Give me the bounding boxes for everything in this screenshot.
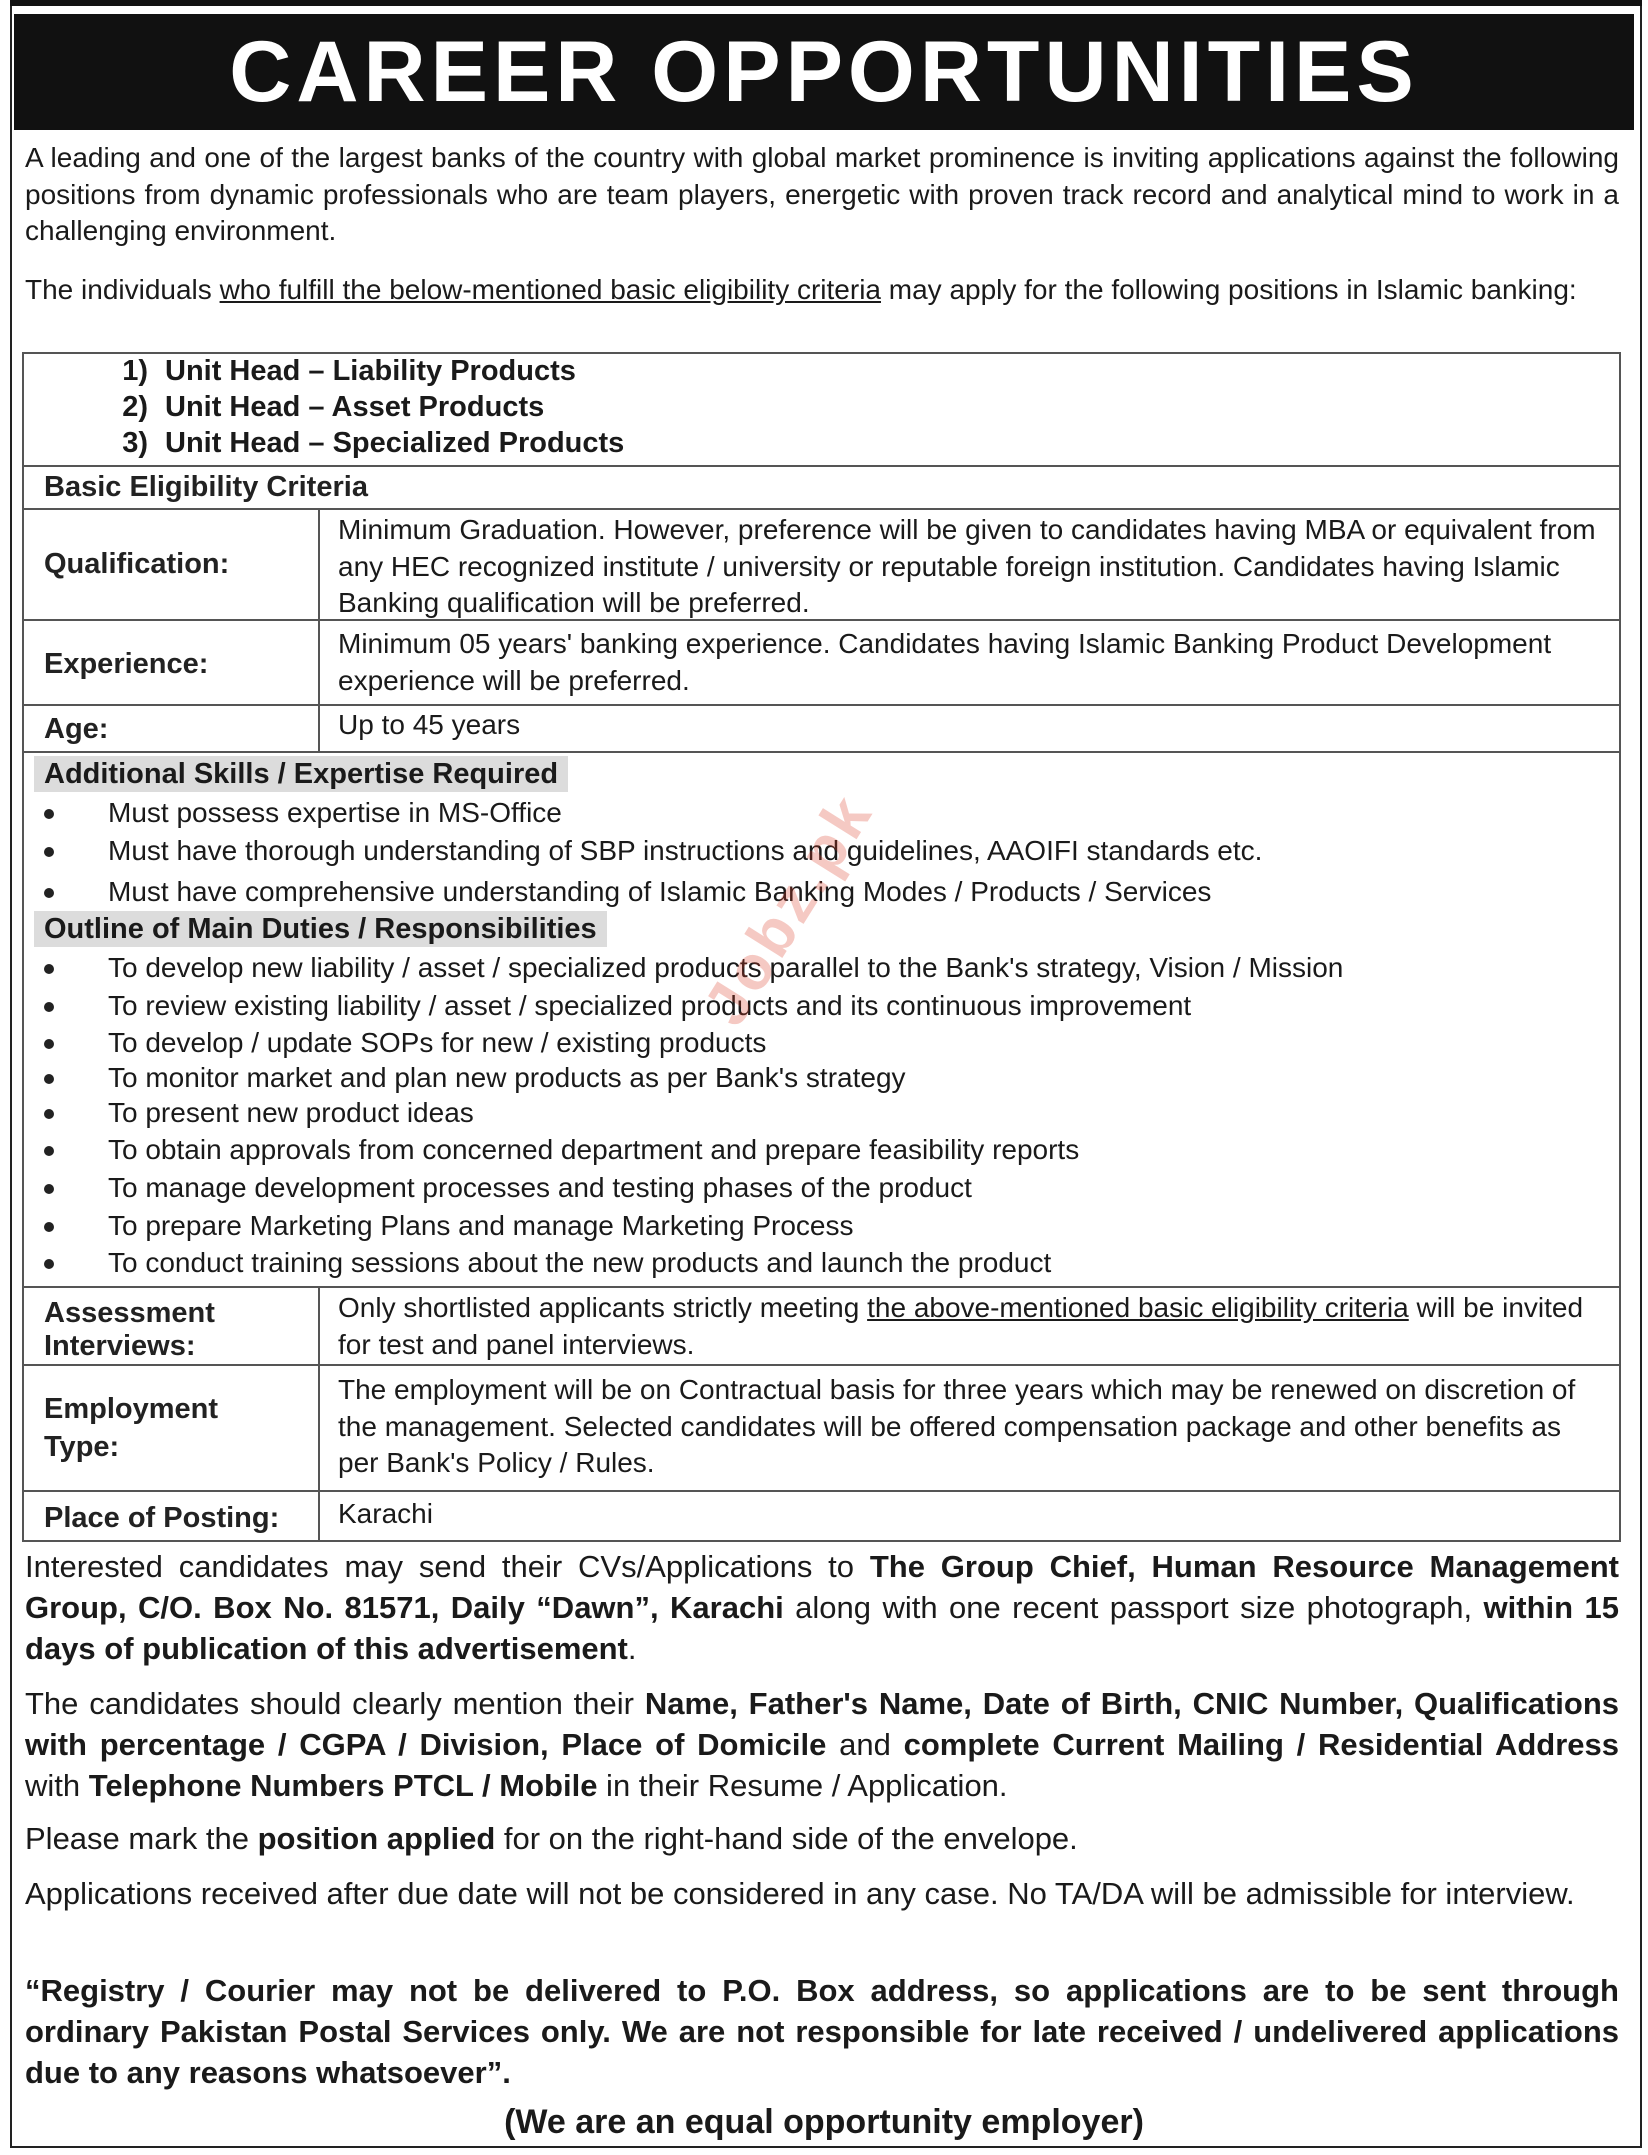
experience-value: Minimum 05 years' banking experience. Candidates having Islamic Banking Product Development experience will be preferred. <box>338 628 1552 696</box>
divider <box>22 704 1621 706</box>
employment-label: Employment Type: <box>44 1393 219 1463</box>
divider <box>22 508 1621 510</box>
registry-note: “Registry / Courier may not be delivered to P.O. Box address, so applications are to be sent through ordinary Pakistan Postal Services only. We are not responsible for late received / undelivered applications due to any reasons whatsoever”. <box>25 1973 1619 2090</box>
divider <box>22 1286 1621 1288</box>
experience-label: Experience: <box>44 648 209 680</box>
column-divider <box>318 508 320 753</box>
apply-instructions: Interested candidates may send their CVs/Applications to The Group Chief, Human Resource Management Group, C/O. Box No. 81571, Daily “Dawn”, Karachi along with one recent passport size photograph, within 15 days of publication of this advertisement. <box>25 1549 1619 1666</box>
employment-value: The employment will be on Contractual basis for three years which may be renewed on discretion of the management. Selected candidates will be offered compensation package and other benefits as per Bank's Policy / Rules. <box>338 1374 1576 1478</box>
divider <box>22 1364 1621 1366</box>
mark-instructions: Please mark the position applied for on the right-hand side of the envelope. <box>25 1821 1078 1856</box>
qualification-value: Minimum Graduation. However, preference will be given to candidates having MBA or equivalent from any HEC recognized institute / university or reputable foreign institution. Candidates having Islamic Banking qualification will be preferred. <box>338 514 1596 618</box>
intro-paragraph: A leading and one of the largest banks of the country with global market prominence is inviting applications against the following positions from dynamic professionals who are team players, energetic with proven track record and analytical mind to work in a challenging environment. <box>25 142 1619 246</box>
divider <box>22 751 1621 753</box>
eligibility-criteria-link: who fulfill the below-mentioned basic eligibility criteria <box>219 274 881 305</box>
assessment-label: Assessment Interviews: <box>44 1297 215 1362</box>
late-applications-note: Applications received after due date will not be considered in any case. No TA/DA will be admissible for interview. <box>25 1876 1575 1911</box>
mention-instructions: The candidates should clearly mention their Name, Father's Name, Date of Birth, CNIC Number, Qualifications with percentage / CGPA / Division, Place of Domicile and complete Current Mailing / Residential Address with Telephone Numbers PTCL / Mobile in their Resume / Application. <box>25 1686 1620 1803</box>
page-title: CAREER OPPORTUNITIES <box>14 14 1634 130</box>
qualification-label: Qualification: <box>44 548 230 580</box>
watermark-logo: Jobz.pk <box>690 781 887 1038</box>
divider <box>22 1490 1621 1492</box>
duties-heading: Outline of Main Duties / Responsibilities <box>34 911 607 947</box>
skills-heading: Additional Skills / Expertise Required <box>34 756 568 792</box>
column-divider <box>318 1286 320 1542</box>
posting-label: Place of Posting: <box>44 1502 280 1534</box>
criteria-heading: Basic Eligibility Criteria <box>44 471 368 503</box>
divider <box>22 619 1621 621</box>
age-label: Age: <box>44 713 109 745</box>
divider <box>22 465 1621 467</box>
eligibility-intro: The individuals who fulfill the below-mentioned basic eligibility criteria may apply for the following positions in Islamic banking: <box>25 274 1577 305</box>
age-value: Up to 45 years <box>338 709 521 740</box>
assessment-value: Only shortlisted applicants strictly meeting the above-mentioned basic eligibility criteria will be invited for test and panel interviews. <box>338 1292 1584 1360</box>
equal-opportunity-statement: (We are an equal opportunity employer) <box>504 2103 1144 2141</box>
posting-value: Karachi <box>338 1498 433 1529</box>
